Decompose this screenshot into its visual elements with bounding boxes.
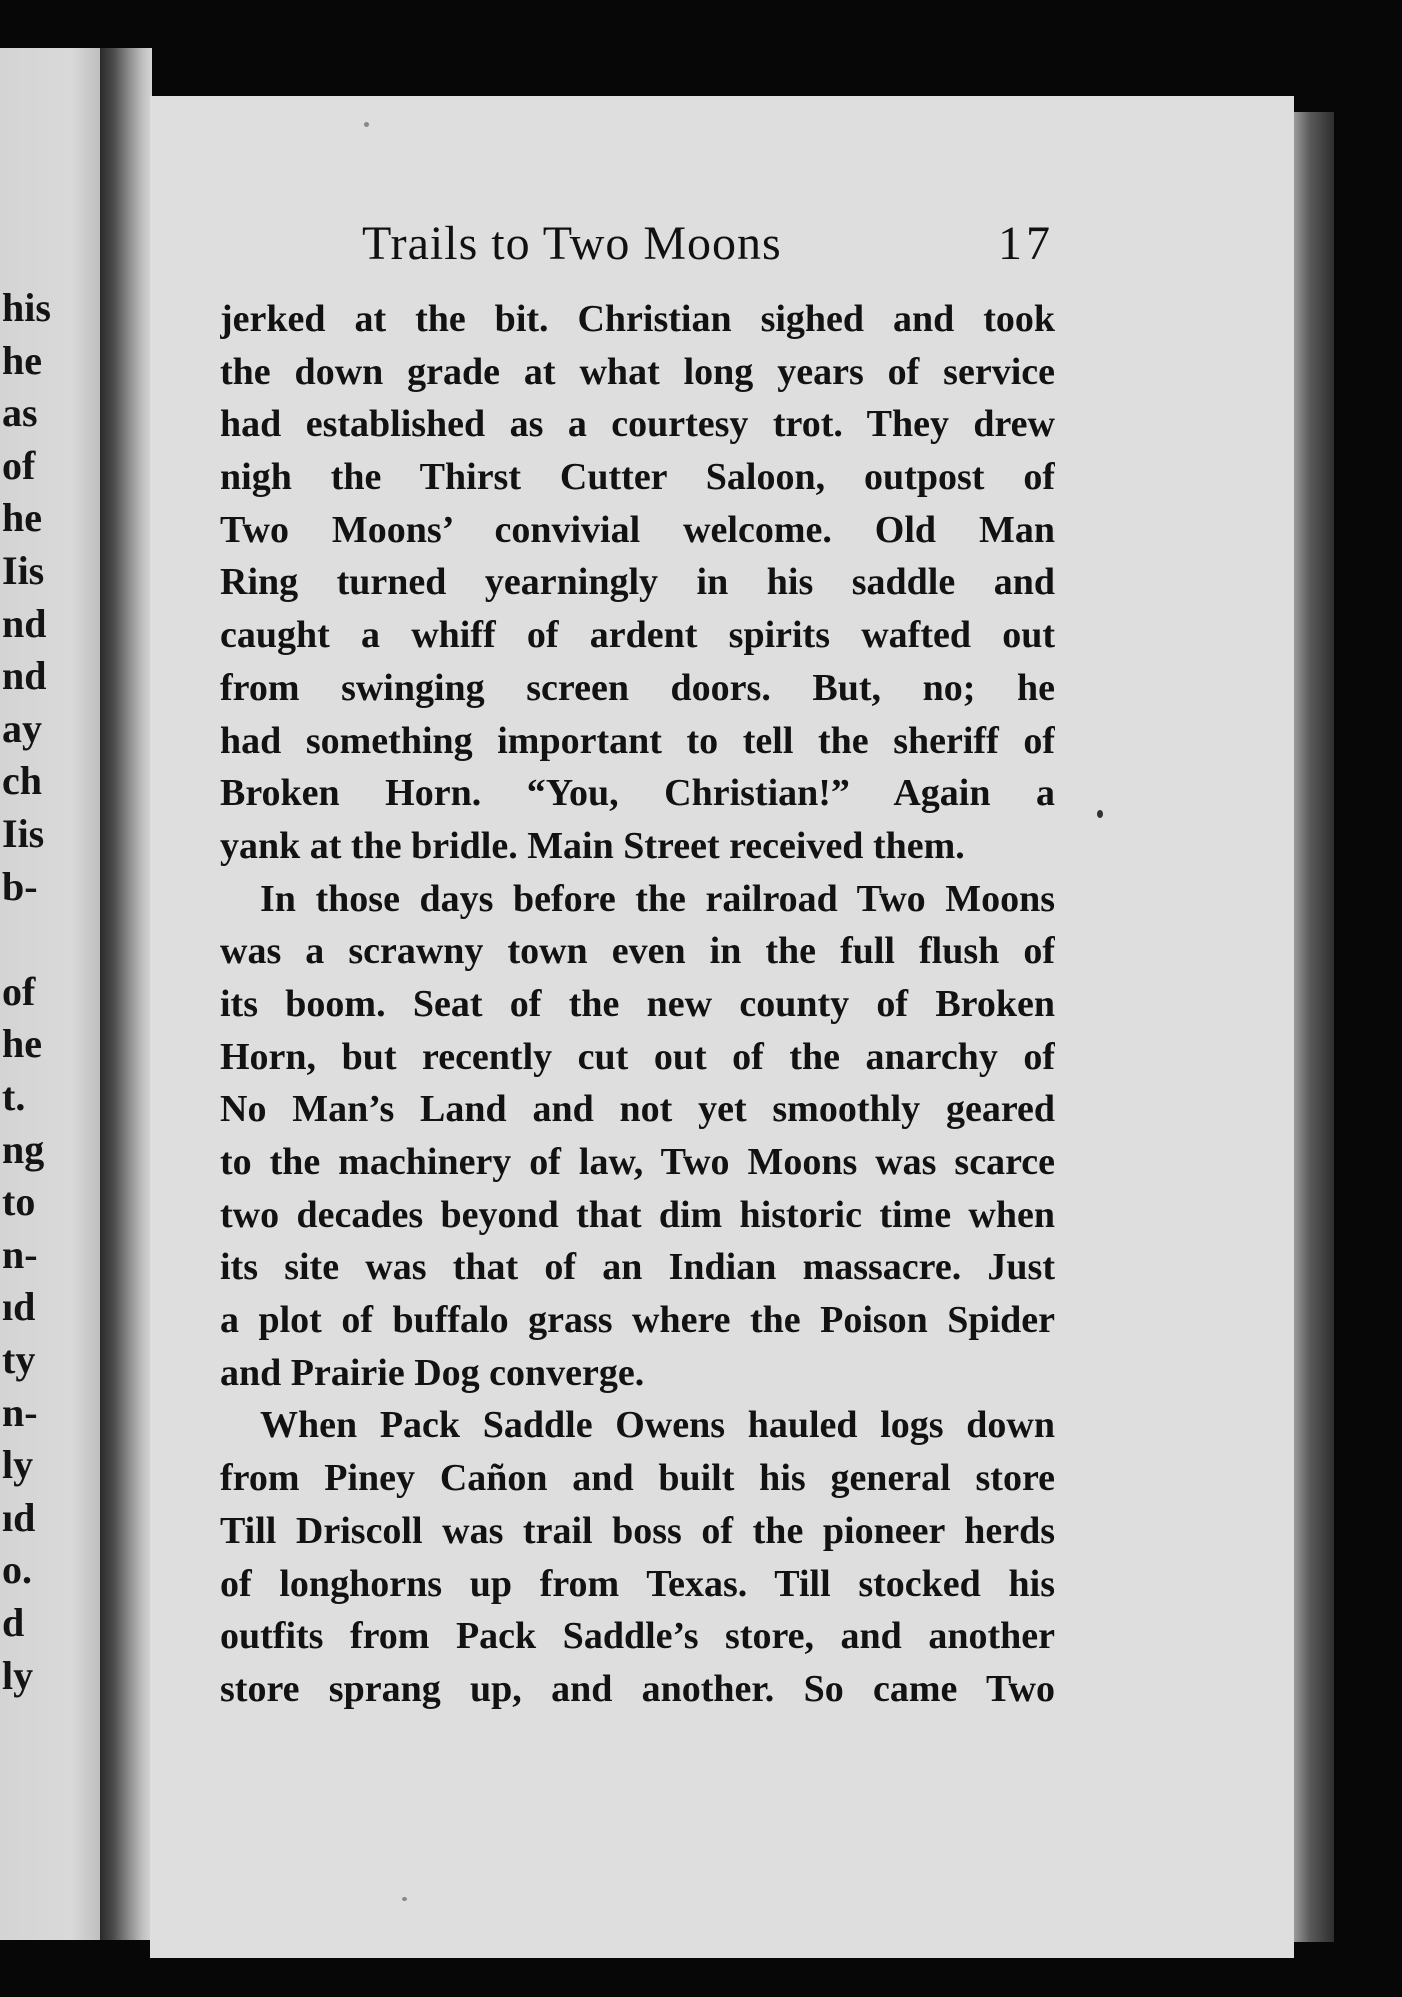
text-line: its boom. Seat of the new county of Broken <box>220 982 1055 1025</box>
text-line: and Prairie Dog converge. <box>220 1351 645 1394</box>
running-head-title: Trails to Two Moons <box>362 217 782 270</box>
facing-page-fragment: ıd <box>2 1284 36 1330</box>
facing-page-fragment: of <box>2 968 36 1014</box>
text-line: When Pack Saddle Owens hauled logs down <box>260 1404 1055 1447</box>
facing-page-fragment: Iis <box>2 811 45 856</box>
facing-page-fragment: ly <box>2 1652 34 1698</box>
facing-page-fragment: he <box>2 495 42 541</box>
facing-page-fragment: to <box>2 1179 36 1225</box>
facing-page-fragment: ng <box>2 1126 45 1172</box>
facing-page-fragment: ıd <box>2 1494 36 1540</box>
text-line: yank at the bridle. Main Street received them. <box>220 824 965 867</box>
paragraph <box>220 1399 1055 1715</box>
text-line: of longhorns up from Texas. Till stocked his <box>220 1562 1055 1605</box>
facing-page-fragment: n- <box>2 1389 38 1435</box>
facing-page-fragment: nd <box>2 653 47 699</box>
facing-page-fragment: he <box>2 337 42 383</box>
facing-page-fragment: his <box>2 285 51 330</box>
facing-page-fragment: of <box>2 442 36 488</box>
text-line: Horn, but recently cut out of the anarchy of <box>220 1035 1055 1078</box>
text-line: Ring turned yearningly in his saddle and <box>220 561 1055 604</box>
facing-page-fragment: ay <box>2 705 42 751</box>
book-gutter <box>100 48 152 1940</box>
text-line: nigh the Thirst Cutter Saloon, outpost of <box>220 456 1055 499</box>
page-number: 17 <box>998 217 1054 270</box>
text-line: had established as a courtesy trot. They drew <box>220 403 1055 446</box>
facing-page-fragment: o. <box>2 1547 32 1593</box>
page-edge <box>1294 112 1334 1942</box>
text-line: from Piney Cañon and built his general store <box>220 1457 1055 1500</box>
facing-page-fragment: as <box>2 390 38 436</box>
facing-page-fragment: ch <box>2 758 42 804</box>
text-line: a plot of buffalo grass where the Poison Spider <box>220 1299 1055 1342</box>
text-line: In those days before the railroad Two Moons <box>260 877 1055 920</box>
text-line: was a scrawny town even in the full flush of <box>220 930 1055 973</box>
running-head <box>362 216 1062 272</box>
facing-page-fragment: ly <box>2 1442 34 1488</box>
text-line: No Man’s Land and not yet smoothly geared <box>220 1088 1055 1131</box>
text-line: the down grade at what long years of service <box>220 350 1055 393</box>
text-line: Broken Horn. “You, Christian!” Again a <box>220 772 1055 815</box>
scan-speck <box>364 122 369 127</box>
text-line: Till Driscoll was trail boss of the pioneer herds <box>220 1509 1055 1552</box>
paragraph <box>220 873 1055 1400</box>
text-line: two decades beyond that dim historic time when <box>220 1193 1055 1236</box>
text-line: outfits from Pack Saddle’s store, and another <box>220 1615 1055 1658</box>
text-line: Two Moons’ convivial welcome. Old Man <box>220 508 1055 551</box>
text-line: caught a whiff of ardent spirits wafted out <box>220 614 1055 657</box>
facing-page-fragment: Iis <box>2 548 45 593</box>
facing-page-fragment: d <box>2 1600 25 1645</box>
text-line: store sprang up, and another. So came Two <box>220 1667 1055 1710</box>
text-line: from swinging screen doors. But, no; he <box>220 666 1055 709</box>
scan-speck <box>402 1897 407 1901</box>
text-line: its site was that of an Indian massacre. Just <box>220 1246 1055 1289</box>
facing-page <box>0 48 102 1940</box>
facing-page-fragment: t. <box>2 1074 26 1119</box>
scan-speck <box>1097 810 1103 818</box>
facing-page-fragment: b- <box>2 863 38 909</box>
facing-page-fragment: nd <box>2 600 47 646</box>
facing-page-fragment: ty <box>2 1337 36 1382</box>
paragraph <box>220 293 1055 873</box>
facing-page-fragment: n- <box>2 1231 38 1277</box>
text-line: to the machinery of law, Two Moons was scarce <box>220 1141 1055 1183</box>
text-line: jerked at the bit. Christian sighed and took <box>220 298 1055 340</box>
body-text <box>220 293 1055 1716</box>
text-line: had something important to tell the sheriff of <box>220 719 1055 762</box>
facing-page-fragment: he <box>2 1021 42 1067</box>
